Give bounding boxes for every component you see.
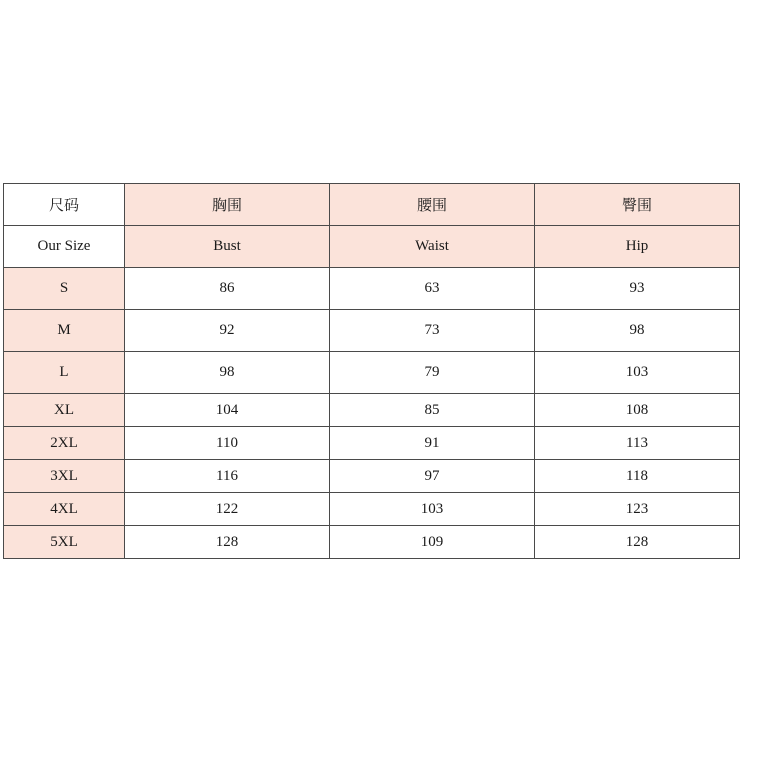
header-row-english: [4, 226, 740, 268]
table-row: [4, 268, 740, 310]
bust-cell: 98: [125, 352, 330, 394]
bust-cell: 128: [125, 526, 330, 559]
bust-cell: 116: [125, 460, 330, 493]
size-cell: 3XL: [4, 460, 125, 493]
bust-cell: 110: [125, 427, 330, 460]
hip-cell: 108: [535, 394, 740, 427]
waist-cell: 91: [330, 427, 535, 460]
waist-cell: 63: [330, 268, 535, 310]
size-cell: S: [4, 268, 125, 310]
size-cell: 2XL: [4, 427, 125, 460]
waist-cell: 85: [330, 394, 535, 427]
hip-cell: 93: [535, 268, 740, 310]
waist-cell: 97: [330, 460, 535, 493]
hip-cell: 128: [535, 526, 740, 559]
header-row-chinese: [4, 184, 740, 226]
bust-cell: 104: [125, 394, 330, 427]
table-row: [4, 460, 740, 493]
waist-cell: 79: [330, 352, 535, 394]
header-bust-en: Bust: [125, 226, 330, 268]
size-cell: XL: [4, 394, 125, 427]
header-size-zh: 尺码: [4, 184, 125, 226]
header-bust-zh: 胸围: [125, 184, 330, 226]
hip-cell: 123: [535, 493, 740, 526]
size-cell: 5XL: [4, 526, 125, 559]
table-row: [4, 352, 740, 394]
size-chart-table: [3, 183, 740, 559]
hip-cell: 113: [535, 427, 740, 460]
table-row: [4, 526, 740, 559]
waist-cell: 103: [330, 493, 535, 526]
table-row: [4, 310, 740, 352]
size-cell: M: [4, 310, 125, 352]
waist-cell: 109: [330, 526, 535, 559]
header-hip-en: Hip: [535, 226, 740, 268]
size-cell: L: [4, 352, 125, 394]
bust-cell: 86: [125, 268, 330, 310]
waist-cell: 73: [330, 310, 535, 352]
bust-cell: 92: [125, 310, 330, 352]
size-chart-body: [4, 184, 740, 559]
hip-cell: 98: [535, 310, 740, 352]
hip-cell: 103: [535, 352, 740, 394]
table-row: [4, 427, 740, 460]
size-cell: 4XL: [4, 493, 125, 526]
header-hip-zh: 臀围: [535, 184, 740, 226]
table-row: [4, 394, 740, 427]
table-row: [4, 493, 740, 526]
bust-cell: 122: [125, 493, 330, 526]
header-waist-zh: 腰围: [330, 184, 535, 226]
header-size-en: Our Size: [4, 226, 125, 268]
hip-cell: 118: [535, 460, 740, 493]
header-waist-en: Waist: [330, 226, 535, 268]
